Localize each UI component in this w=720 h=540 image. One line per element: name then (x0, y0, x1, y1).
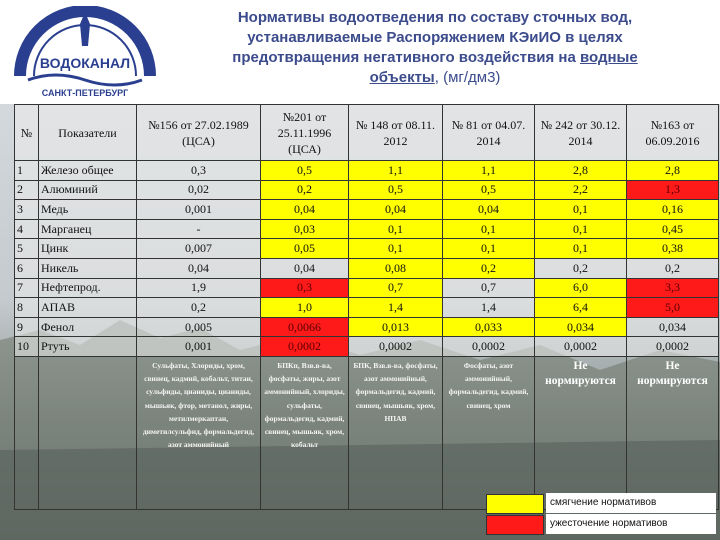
indicator-name: Цинк (39, 239, 137, 259)
row-number: 8 (15, 298, 39, 318)
value-cell: 0,5 (443, 180, 535, 200)
indicator-name: Никель (39, 258, 137, 278)
header-order-156: №156 от 27.02.1989 (ЦСА) (137, 105, 261, 161)
header-order-242: № 242 от 30.12. 2014 (535, 105, 627, 161)
legend-mitigation-swatch (486, 494, 544, 514)
row-number: 6 (15, 258, 39, 278)
notes-cell: БПК, Взв.в-ва, фосфаты, азот аммонийный, формальдегид, кадмий, свинец, мышьяк, хром, НПАВ (349, 356, 443, 509)
header-indicator: Показатели (39, 105, 137, 161)
value-cell: 0,034 (535, 317, 627, 337)
value-cell: 0,0002 (261, 337, 349, 357)
table-row (15, 337, 719, 357)
row-number: 4 (15, 219, 39, 239)
value-cell: 0,0002 (535, 337, 627, 357)
value-cell: 1,0 (261, 298, 349, 318)
notes-empty-cell (39, 356, 137, 509)
header (0, 0, 720, 104)
value-cell: 0,04 (137, 258, 261, 278)
value-cell: 0,38 (627, 239, 719, 259)
title-line-1: Нормативы водоотведения по составу сточных вод, (237, 9, 633, 26)
notes-cell: Не нормируются (627, 356, 719, 509)
value-cell: 6,4 (535, 298, 627, 318)
table-row (15, 180, 719, 200)
value-cell: 0,08 (349, 258, 443, 278)
value-cell: 1,1 (443, 161, 535, 181)
value-cell: 0,16 (627, 200, 719, 220)
value-cell: 0,1 (443, 219, 535, 239)
value-cell: 0,3 (261, 278, 349, 298)
table-row (15, 161, 719, 181)
header-order-148: № 148 от 08.11. 2012 (349, 105, 443, 161)
value-cell: 0,05 (261, 239, 349, 259)
value-cell: 0,034 (627, 317, 719, 337)
value-cell: 0,1 (349, 219, 443, 239)
notes-cell: Фосфаты, азот аммонийный, формальдегид, кадмий, свинец, хром (443, 356, 535, 509)
title-line-3-text: предотвращения негативного воздействия на (232, 49, 576, 66)
title-underlined-objects: объекты (369, 69, 435, 86)
row-number: 1 (15, 161, 39, 181)
value-cell: 0,2 (627, 258, 719, 278)
indicator-name: Алюминий (39, 180, 137, 200)
value-cell: 0,0002 (627, 337, 719, 357)
value-cell: 0,1 (535, 239, 627, 259)
value-cell: 0,02 (137, 180, 261, 200)
table-row (15, 258, 719, 278)
notes-row (15, 356, 719, 509)
value-cell: 1,1 (349, 161, 443, 181)
value-cell: 1,4 (443, 298, 535, 318)
row-number: 9 (15, 317, 39, 337)
value-cell: 0,04 (349, 200, 443, 220)
legend-tightening-label: ужесточение нормативов (546, 514, 716, 534)
notes-cell: БПКп, Взв.в-ва, фосфаты, жиры, азот аммонийный, хлориды, сульфаты, формальдегид, кадмий, свинец, мышьяк, хром, кобальт (261, 356, 349, 509)
value-cell: 0,1 (535, 200, 627, 220)
table-row (15, 278, 719, 298)
title-underlined-water: водные (579, 49, 638, 66)
value-cell: 1,3 (627, 180, 719, 200)
value-cell: 0,005 (137, 317, 261, 337)
notes-cell: Сульфаты, Хлориды, хром, свинец, кадмий, кобальт, титан, сульфиды, цианиды, цианиды, мышьяк, фтор, метанол, жиры, метилмеркаптан, диметилсульфид, формальдегид, азот аммонийный (137, 356, 261, 509)
value-cell: 0,0002 (443, 337, 535, 357)
title-line-4 (160, 68, 710, 88)
value-cell: 0,04 (443, 200, 535, 220)
table-row (15, 219, 719, 239)
row-number: 2 (15, 180, 39, 200)
table-row (15, 298, 719, 318)
title-line-3 (160, 48, 710, 68)
value-cell: 0,5 (349, 180, 443, 200)
page-title (160, 8, 710, 88)
indicator-name: Нефтепрод. (39, 278, 137, 298)
legend-mitigation-label: смягчение нормативов (546, 493, 716, 513)
value-cell: 0,2 (137, 298, 261, 318)
table-row (15, 200, 719, 220)
table-row (15, 317, 719, 337)
value-cell: 0,04 (261, 258, 349, 278)
value-cell: 2,8 (535, 161, 627, 181)
indicator-name: Фенол (39, 317, 137, 337)
value-cell: 0,5 (261, 161, 349, 181)
value-cell: 0,007 (137, 239, 261, 259)
indicator-name: АПАВ (39, 298, 137, 318)
value-cell: 0,033 (443, 317, 535, 337)
value-cell: 0,3 (137, 161, 261, 181)
value-cell: 0,1 (535, 219, 627, 239)
value-cell: 0,45 (627, 219, 719, 239)
value-cell: 2,8 (627, 161, 719, 181)
value-cell: 0,2 (535, 258, 627, 278)
value-cell: - (137, 219, 261, 239)
notes-empty-cell (15, 356, 39, 509)
indicator-name: Ртуть (39, 337, 137, 357)
value-cell: 0,001 (137, 337, 261, 357)
value-cell: 5,0 (627, 298, 719, 318)
row-number: 5 (15, 239, 39, 259)
notes-cell: Не нормируются (535, 356, 627, 509)
value-cell: 0,1 (443, 239, 535, 259)
value-cell: 0,001 (137, 200, 261, 220)
indicator-name: Железо общее (39, 161, 137, 181)
indicator-name: Марганец (39, 219, 137, 239)
value-cell: 3,3 (627, 278, 719, 298)
row-number: 3 (15, 200, 39, 220)
title-units: , (мг/дм3) (434, 69, 501, 86)
value-cell: 1,4 (349, 298, 443, 318)
vodokanal-logo (10, 6, 160, 102)
header-number: № (15, 105, 39, 161)
indicator-name: Медь (39, 200, 137, 220)
legend-tightening-swatch (486, 515, 544, 535)
header-order-201: №201 от 25.11.1996 (ЦСА) (261, 105, 349, 161)
title-line-2: устанавливаемые Распоряжением КЭиИО в целях (247, 29, 623, 46)
row-number: 10 (15, 337, 39, 357)
value-cell: 0,03 (261, 219, 349, 239)
header-order-163: №163 от 06.09.2016 (627, 105, 719, 161)
row-number: 7 (15, 278, 39, 298)
value-cell: 0,1 (349, 239, 443, 259)
header-order-81: № 81 от 04.07. 2014 (443, 105, 535, 161)
value-cell: 0,7 (443, 278, 535, 298)
value-cell: 0,013 (349, 317, 443, 337)
value-cell: 0,0002 (349, 337, 443, 357)
logo-city: САНКТ-ПЕТЕРБУРГ (41, 88, 129, 98)
norms-table (14, 104, 719, 510)
value-cell: 0,04 (261, 200, 349, 220)
value-cell: 0,2 (261, 180, 349, 200)
table-row (15, 239, 719, 259)
value-cell: 6,0 (535, 278, 627, 298)
logo-text: ВОДОКАНАЛ (39, 55, 131, 71)
table-header-row (15, 105, 719, 161)
value-cell: 0,2 (443, 258, 535, 278)
value-cell: 1,9 (137, 278, 261, 298)
value-cell: 0,0066 (261, 317, 349, 337)
value-cell: 2,2 (535, 180, 627, 200)
value-cell: 0,7 (349, 278, 443, 298)
